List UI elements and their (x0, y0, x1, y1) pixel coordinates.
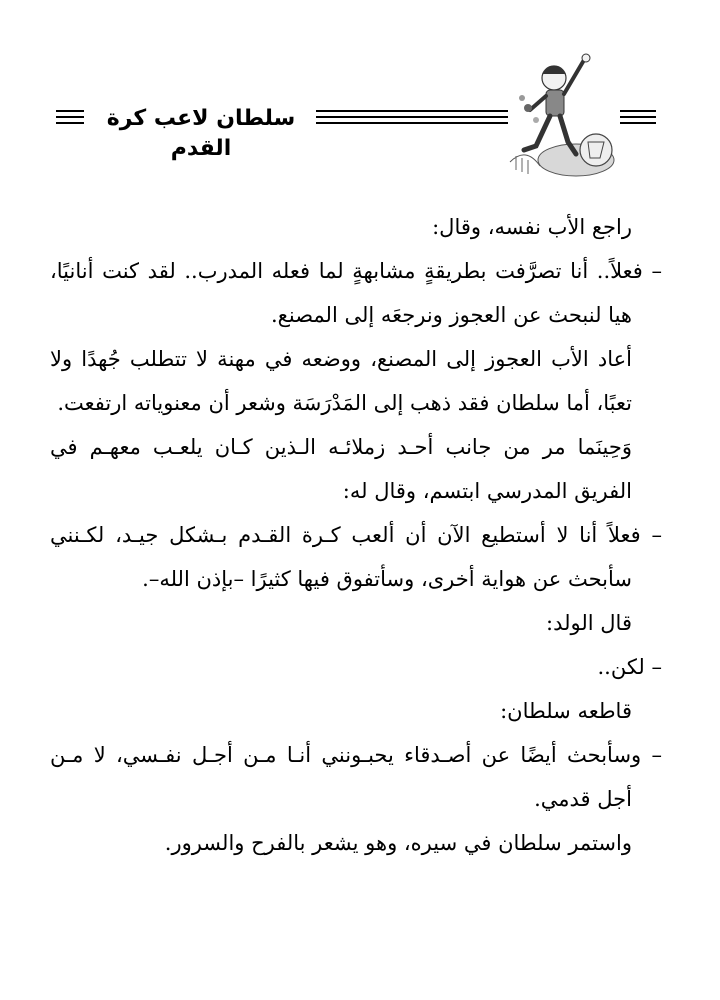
paragraph-2: – فعلاً.. أنا تصرَّفت بطريقةٍ مشابهةٍ لما فعله المدرب.. لقد كنت أنانيًا، هيا لنبحث عن العجوز ونرجعَه إلى المصنع. (50, 259, 662, 327)
header-rule-left (56, 110, 84, 124)
header-rule-right (620, 110, 656, 124)
paragraph-10: واستمر سلطان في سيره، وهو يشعر بالفرح والسرور. (164, 831, 632, 855)
paragraph-7: – لكن.. (597, 655, 662, 679)
paragraph-3: أعاد الأب العجوز إلى المصنع، ووضعه في مهنة لا تتطلب جُهدًا ولا تعبًا، أما سلطان فقد ذهب إلى المَدْرَسَة وشعر أن معنوياته ارتفعت. (50, 347, 632, 415)
paragraph-6: قال الولد: (546, 611, 632, 635)
paragraph-5: – فعلاً أنا لا أستطيع الآن أن ألعب كـرة القـدم بـشكل جيـد، لكـنني سأبحث عن هواية أخرى، وسأتفوق فيها كثيرًا –بإذن الله–. (50, 523, 662, 591)
story-text (50, 205, 662, 865)
paragraph-8: قاطعه سلطان: (500, 699, 632, 723)
paragraph-4: وَحِينَما مر من جانب أحـد زملائـه الـذين كـان يلعـب معهـم في الفريق المدرسي ابتسم، وقال له: (50, 435, 632, 503)
paragraph-1: راجع الأب نفسه، وقال: (432, 215, 632, 239)
paragraph-9: – وسأبحث أيضًا عن أصـدقاء يحبـونني أنـا مـن أجـل نفـسي، لا مـن أجل قدمي. (50, 743, 662, 811)
header-rule-middle (316, 110, 508, 124)
chapter-title: سلطان لاعب كرة القدم (106, 106, 296, 161)
football-boy-illustration (506, 50, 616, 178)
